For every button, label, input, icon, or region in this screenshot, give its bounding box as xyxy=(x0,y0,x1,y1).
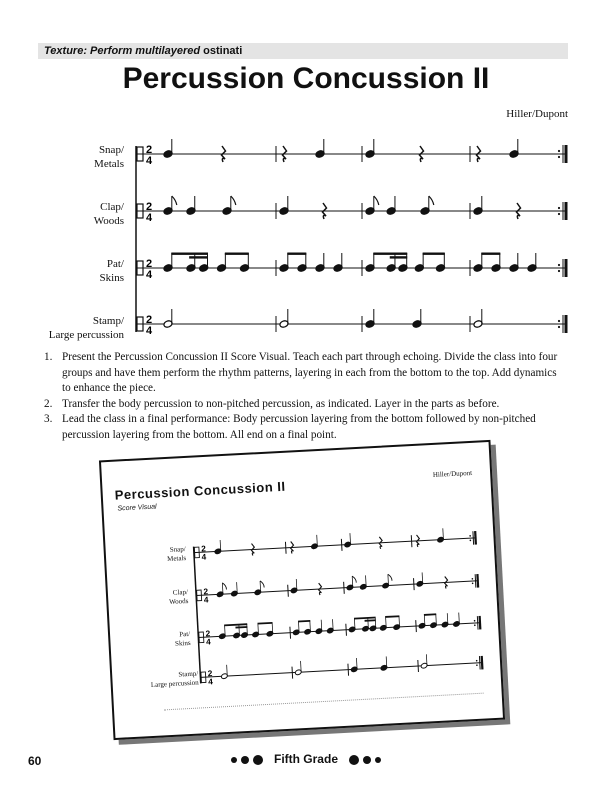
time-signature-top: 2 xyxy=(146,144,153,156)
repeat-dot xyxy=(558,156,560,158)
time-signature-top: 2 xyxy=(207,669,213,679)
final-barline xyxy=(474,531,477,545)
note-beam xyxy=(235,626,247,628)
barline xyxy=(418,660,419,672)
barline xyxy=(414,578,415,590)
final-barline xyxy=(565,202,568,220)
part-label-stamp: Stamp/ Large percussion xyxy=(48,315,124,341)
final-barline xyxy=(477,616,478,629)
section-heading: Texture: Perform multilayered ostinati xyxy=(44,45,243,57)
time-signature-top: 2 xyxy=(205,629,211,639)
score-visual-card xyxy=(99,440,505,740)
repeat-dot xyxy=(558,326,560,328)
note-flag xyxy=(429,196,434,205)
final-barline xyxy=(565,315,568,333)
repeat-dot xyxy=(476,660,478,662)
time-signature-top: 2 xyxy=(200,544,207,554)
visual-label-snap: Snap/ Metals xyxy=(166,545,187,564)
note-flag xyxy=(374,196,379,205)
note-beam xyxy=(423,253,445,255)
footer-grade: Fifth Grade xyxy=(0,752,612,766)
final-barline xyxy=(565,259,568,277)
final-barline xyxy=(476,574,479,588)
time-signature-top: 2 xyxy=(146,314,153,326)
bullet-icon xyxy=(349,755,359,765)
note-beam xyxy=(171,253,208,255)
bullet-icon xyxy=(241,756,249,764)
barline xyxy=(285,542,286,554)
part-label-clap: Clap/ Woods xyxy=(93,201,124,227)
note-flag xyxy=(231,196,236,205)
repeat-dot xyxy=(558,320,560,322)
repeat-dot xyxy=(469,535,471,537)
rhythm-score xyxy=(0,0,612,345)
note-flag xyxy=(172,196,177,205)
visual-label-clap: Clap/ Woods xyxy=(168,587,189,606)
page-number: 60 xyxy=(28,754,42,768)
instruction-item: 1. Present the Percussion Concussion II Score Visual. Teach each part through echoing. Divide the class into four groups and have them perform the rhythm patterns, layering in each from the bottom to the top. Add dynamics to enhance the piece. xyxy=(44,351,558,394)
final-barline xyxy=(478,616,481,630)
instruction-item: 2. Transfer the body percussion to non-pitched percussion, as indicated. Layer in the parts as before. xyxy=(44,397,500,410)
repeat-dot xyxy=(558,207,560,209)
page-title: Percussion Concussion II xyxy=(122,62,490,95)
barline xyxy=(290,627,291,639)
part-label-pat: Pat/ Skins xyxy=(99,258,124,284)
time-signature-bottom: 4 xyxy=(205,637,211,647)
bullet-icon xyxy=(253,755,263,765)
barline xyxy=(348,664,349,676)
final-barline xyxy=(481,656,484,670)
repeat-dot xyxy=(472,578,474,580)
repeat-dot xyxy=(476,664,478,666)
system-bracket xyxy=(194,547,201,684)
barline xyxy=(288,585,289,597)
visual-score xyxy=(101,442,503,738)
final-barline xyxy=(479,656,480,669)
time-signature-bottom: 4 xyxy=(207,677,214,687)
repeat-dot xyxy=(558,270,560,272)
instruction-item: 3. Lead the class in a final performance: Body percussion layering from the bottom followed by non-pitched percussion layering from the bottom. All end on a final point. xyxy=(44,413,536,441)
part-label-snap: Snap/ Metals xyxy=(94,144,124,170)
time-signature-bottom: 4 xyxy=(146,269,153,281)
time-signature-top: 2 xyxy=(146,258,153,270)
note-beam xyxy=(390,256,407,258)
staff-line xyxy=(194,538,476,553)
repeat-dot xyxy=(474,624,476,626)
barline xyxy=(416,620,417,632)
time-signature-top: 2 xyxy=(146,201,153,213)
barline xyxy=(344,582,345,594)
composer-credit: Hiller/Dupont xyxy=(506,108,568,120)
note-beam xyxy=(424,613,436,615)
repeat-dot xyxy=(472,582,474,584)
time-signature-bottom: 4 xyxy=(146,155,153,167)
visual-label-stamp: Stamp/ Large percussion xyxy=(150,669,199,690)
time-signature-bottom: 4 xyxy=(146,212,153,224)
bullet-icon xyxy=(375,757,381,763)
repeat-dot xyxy=(474,620,476,622)
visual-title: Percussion Concussion II xyxy=(114,478,286,503)
note-beam xyxy=(373,253,407,255)
time-signature-top: 2 xyxy=(203,587,209,597)
bullet-icon xyxy=(231,757,237,763)
repeat-dot xyxy=(558,213,560,215)
repeat-dot xyxy=(558,264,560,266)
note-beam xyxy=(225,253,249,255)
time-signature-bottom: 4 xyxy=(203,595,209,605)
note-beam xyxy=(385,615,399,618)
barline xyxy=(411,535,412,547)
final-barline xyxy=(475,574,476,587)
note-beam xyxy=(354,617,376,620)
visual-label-pat: Pat/ Skins xyxy=(174,629,191,648)
note-beam xyxy=(287,253,306,255)
final-barline xyxy=(565,145,568,163)
note-beam xyxy=(189,256,208,258)
time-signature-bottom: 4 xyxy=(201,552,207,562)
barline xyxy=(341,539,342,551)
repeat-dot xyxy=(558,150,560,152)
time-signature-bottom: 4 xyxy=(146,325,153,337)
barline xyxy=(292,667,293,679)
note-beam xyxy=(298,620,310,622)
visual-subtitle: Score Visual xyxy=(117,503,157,513)
visual-credit: Hiller/Dupont xyxy=(432,468,473,479)
final-barline xyxy=(473,531,474,544)
note-beam xyxy=(224,623,247,626)
repeat-dot xyxy=(470,540,472,542)
note-beam xyxy=(365,619,376,621)
note-beam xyxy=(481,253,500,255)
note-beam xyxy=(257,622,272,625)
bullet-icon xyxy=(363,756,371,764)
staff-line xyxy=(200,663,482,678)
instructions-list xyxy=(44,350,568,443)
barline xyxy=(346,624,347,636)
staff-line xyxy=(196,581,478,596)
